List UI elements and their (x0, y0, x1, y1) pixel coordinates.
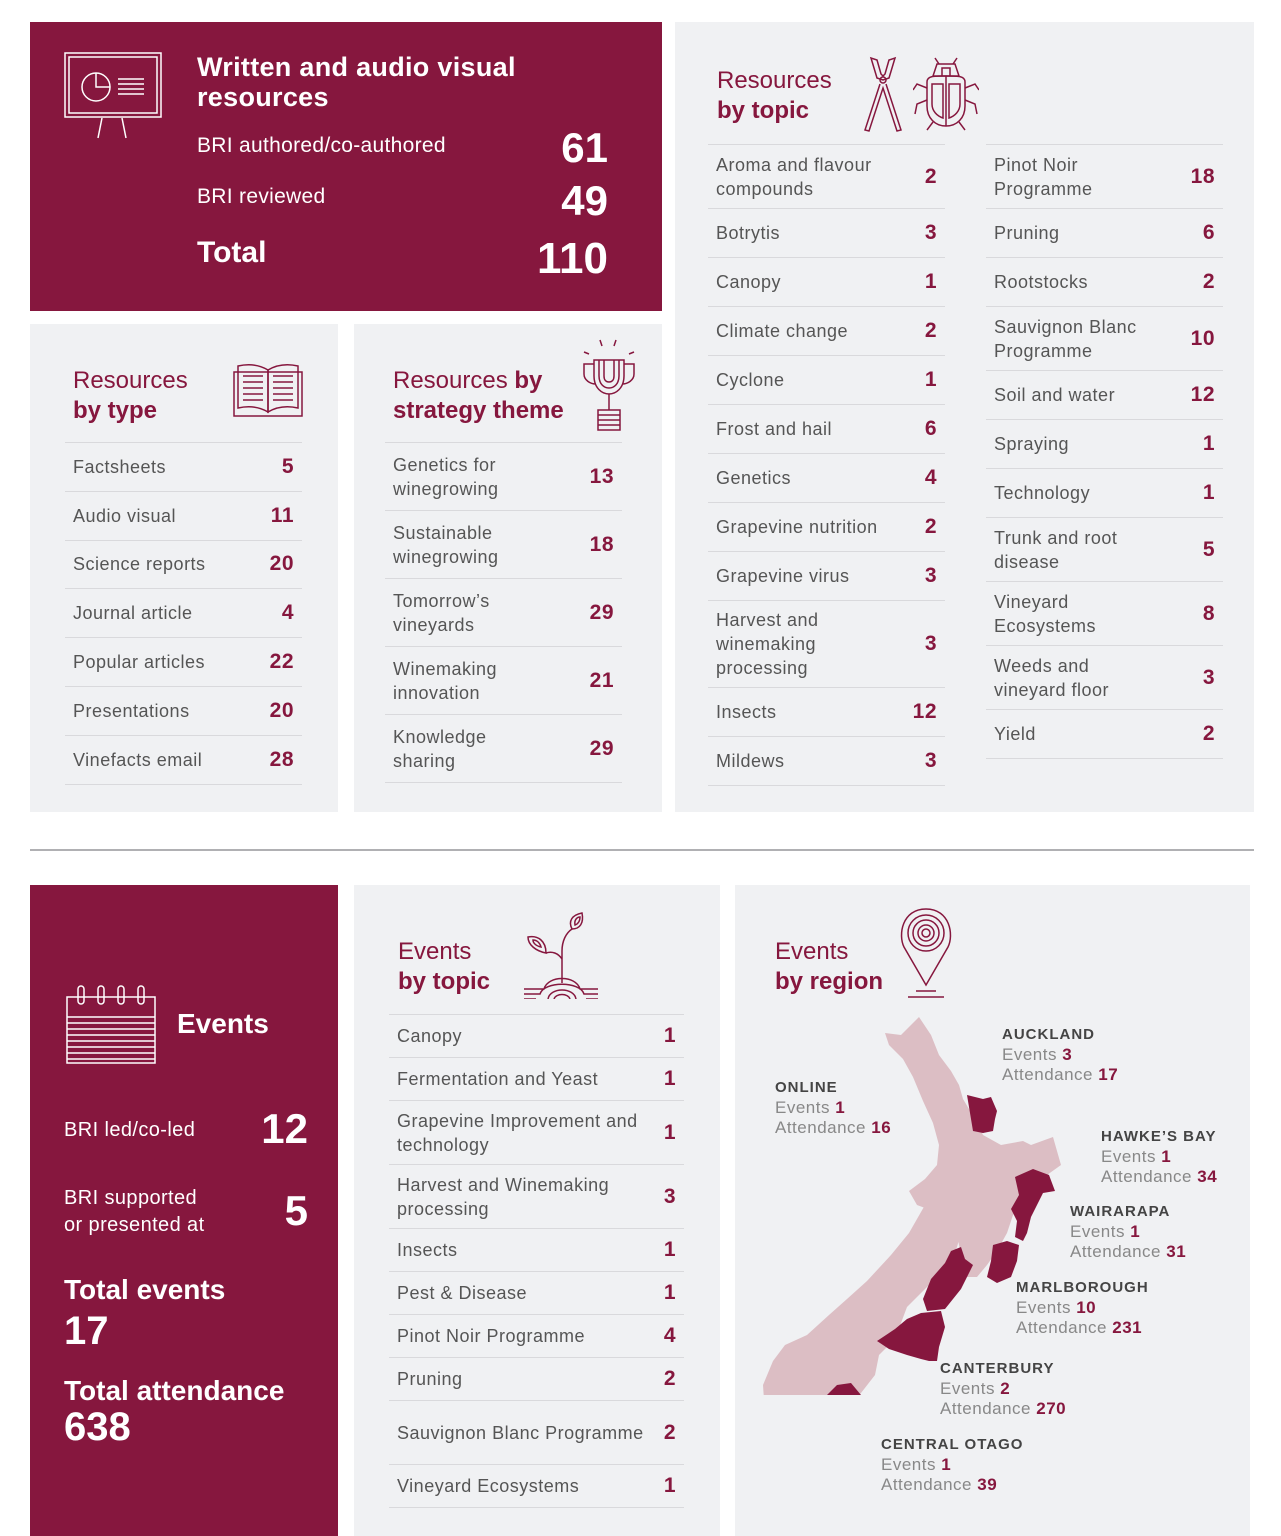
row-label: Soil and water (994, 385, 1116, 405)
type-row (65, 443, 302, 492)
region-name: CANTERBURY (940, 1360, 1055, 1377)
led-label: BRI led/co-led (64, 1119, 196, 1141)
event-topic-row (389, 1465, 684, 1508)
region-attendance: Attendance 17 (1002, 1065, 1119, 1084)
supported-label: BRI supported or presented at (64, 1187, 205, 1236)
row-value: 28 (269, 747, 294, 771)
region-name: HAWKE’S BAY (1101, 1128, 1217, 1145)
row-value: 1 (924, 270, 937, 293)
event-topic-row (389, 1229, 684, 1272)
row-label: Climate change (716, 321, 849, 341)
row-label: Fermentation and Yeast (397, 1069, 599, 1089)
row-label: Spraying (994, 434, 1070, 454)
resources-by-type-heading: Resources by type (73, 367, 188, 424)
row-value: 2 (1202, 270, 1215, 293)
events-by-topic-heading: Events by topic (398, 938, 491, 995)
row-value: 2 (924, 515, 937, 538)
topic-row (986, 307, 1223, 371)
topic-row (708, 552, 945, 601)
open-book-icon (233, 362, 303, 418)
region-attendance: Attendance 39 (881, 1475, 998, 1494)
row-value: 1 (663, 1281, 676, 1304)
row-value: 1 (663, 1120, 676, 1144)
type-row (65, 687, 302, 736)
row-label: Harvest and winemaking processing (716, 610, 819, 678)
region-name: ONLINE (775, 1079, 838, 1096)
type-row (65, 541, 302, 590)
events-by-region-heading: Events by region (775, 938, 884, 995)
led-value: 12 (261, 1105, 308, 1152)
region-label (940, 1359, 1066, 1419)
event-topic-row (389, 1058, 684, 1101)
reviewed-label: BRI reviewed (197, 185, 326, 208)
region-events: Events 1 (881, 1455, 952, 1474)
topic-row (986, 145, 1223, 209)
resources-by-topic-heading: Resources by topic (717, 67, 832, 124)
total-events-value: 17 (64, 1309, 109, 1353)
row-label: Factsheets (73, 456, 167, 477)
row-value: 3 (1202, 665, 1215, 689)
row-label: Pinot Noir Programme (994, 154, 1093, 199)
row-value: 4 (924, 466, 937, 489)
section-divider (30, 849, 1254, 851)
row-value: 13 (589, 464, 614, 488)
row-value: 3 (924, 749, 937, 772)
topic-row (708, 258, 945, 307)
row-value: 2 (663, 1420, 676, 1444)
resources-by-strategy-panel (354, 324, 662, 812)
row-label: Cyclone (716, 370, 785, 390)
row-label: Grapevine Improvement and technology (397, 1110, 638, 1155)
row-label: Vineyard Ecosystems (397, 1476, 580, 1496)
resources-by-topic-panel (675, 22, 1254, 812)
row-label: Science reports (73, 554, 206, 575)
event-topic-row (389, 1165, 684, 1229)
region-events: Events 10 (1016, 1298, 1097, 1317)
row-label: Yield (994, 724, 1036, 744)
row-label: Audio visual (73, 505, 177, 526)
row-value: 12 (1190, 383, 1215, 406)
row-value: 20 (269, 698, 294, 722)
topic-row (708, 737, 945, 786)
topic-row (986, 258, 1223, 307)
region-name: WAIRARAPA (1070, 1203, 1171, 1220)
row-value: 6 (924, 417, 937, 440)
region-attendance: Attendance 270 (940, 1399, 1067, 1418)
topic-list-right (986, 144, 1223, 759)
events-title: Events (177, 1008, 269, 1039)
row-label: Grapevine virus (716, 566, 850, 586)
resources-by-strategy-list (385, 442, 622, 783)
row-label: Frost and hail (716, 419, 833, 439)
region-events: Events 1 (1070, 1222, 1141, 1241)
topic-row (708, 356, 945, 405)
row-label: Pinot Noir Programme (397, 1326, 586, 1346)
topic-row (708, 145, 945, 209)
row-label: Technology (994, 483, 1091, 503)
region-label (1070, 1202, 1186, 1262)
row-label: Genetics (716, 468, 792, 488)
events-panel (30, 885, 338, 1536)
event-topic-row (389, 1358, 684, 1401)
strategy-row (385, 579, 622, 647)
region-attendance: Attendance 231 (1016, 1318, 1143, 1337)
strategy-row (385, 443, 622, 511)
topic-row (986, 646, 1223, 710)
topic-row (986, 209, 1223, 258)
row-label: Aroma and flavour compounds (716, 154, 872, 199)
row-label: Journal article (73, 603, 193, 624)
row-value: 3 (924, 221, 937, 244)
topic-row (708, 405, 945, 454)
row-label: Weeds and vineyard floor (994, 655, 1110, 700)
row-value: 21 (589, 668, 614, 692)
topic-row (708, 209, 945, 258)
row-value: 1 (1202, 481, 1215, 504)
row-value: 2 (924, 164, 937, 188)
region-label (1002, 1025, 1118, 1085)
row-label: Mildews (716, 751, 785, 771)
calendar-icon (66, 985, 156, 1065)
row-value: 5 (281, 454, 294, 478)
row-value: 18 (589, 532, 614, 556)
row-value: 1 (1202, 432, 1215, 455)
events-by-topic-list (389, 1014, 684, 1508)
region-events: Events 1 (775, 1098, 846, 1117)
pruning-shears-icon (863, 56, 903, 132)
total-events-label: Total events (64, 1274, 226, 1305)
row-value: 1 (663, 1024, 676, 1047)
strategy-row (385, 511, 622, 579)
row-label: Vinefacts email (73, 749, 203, 770)
row-label: Vineyard Ecosystems (994, 591, 1097, 636)
topic-row (986, 518, 1223, 582)
topic-row (708, 601, 945, 688)
type-row (65, 492, 302, 541)
row-value: 4 (663, 1324, 676, 1347)
region-events: Events 1 (1101, 1147, 1172, 1166)
written-resources-panel (30, 22, 662, 311)
topic-row (708, 503, 945, 552)
region-label (881, 1435, 1023, 1495)
row-value: 5 (1202, 537, 1215, 561)
row-value: 3 (663, 1184, 676, 1208)
authored-value: 61 (561, 124, 608, 171)
row-value: 1 (924, 368, 937, 391)
row-value: 3 (924, 564, 937, 587)
strategy-row (385, 715, 622, 783)
row-value: 2 (1202, 722, 1215, 745)
row-value: 1 (663, 1238, 676, 1261)
total-attendance-label: Total attendance (64, 1375, 285, 1406)
row-label: Trunk and root disease (994, 527, 1118, 572)
presentation-board-icon (64, 52, 162, 142)
row-value: 22 (269, 650, 294, 674)
topic-row (708, 454, 945, 503)
row-value: 18 (1190, 164, 1215, 188)
row-value: 20 (269, 552, 294, 576)
region-name: MARLBOROUGH (1016, 1279, 1149, 1296)
row-label: Sauvignon Blanc Programme (994, 316, 1137, 361)
type-row (65, 736, 302, 785)
row-value: 1 (663, 1067, 676, 1090)
row-label: Presentations (73, 700, 190, 721)
row-label: Insects (397, 1240, 458, 1260)
region-label (1016, 1278, 1149, 1338)
region-label (1101, 1127, 1217, 1187)
row-value: 1 (663, 1474, 676, 1497)
authored-label: BRI authored/co-authored (197, 134, 446, 157)
beetle-icon (913, 56, 979, 132)
total-attendance-value: 638 (64, 1405, 131, 1449)
type-row (65, 638, 302, 687)
events-by-topic-panel (354, 885, 720, 1536)
region-attendance: Attendance 16 (775, 1118, 892, 1137)
event-topic-row (389, 1315, 684, 1358)
row-label: Knowledge sharing (393, 726, 487, 771)
region-hawkes-bay (1011, 1169, 1055, 1241)
events-by-region-panel (735, 885, 1250, 1536)
event-topic-row (389, 1272, 684, 1315)
row-value: 8 (1202, 601, 1215, 625)
row-label: Harvest and Winemaking processing (397, 1174, 610, 1219)
total-value: 110 (537, 234, 608, 283)
row-value: 29 (589, 600, 614, 624)
event-topic-row (389, 1401, 684, 1465)
row-value: 11 (270, 503, 294, 527)
reviewed-value: 49 (561, 177, 608, 224)
event-topic-row (389, 1101, 684, 1165)
row-label: Pruning (994, 223, 1060, 243)
row-value: 12 (912, 700, 937, 723)
row-value: 2 (924, 319, 937, 342)
row-label: Genetics for winegrowing (393, 454, 499, 499)
topic-row (986, 582, 1223, 646)
topic-row (986, 469, 1223, 518)
row-label: Winemaking innovation (393, 658, 498, 703)
row-label: Rootstocks (994, 272, 1089, 292)
row-label: Popular articles (73, 652, 206, 673)
resources-by-strategy-heading: Resources by strategy theme (393, 367, 564, 424)
row-value: 10 (1190, 326, 1215, 350)
row-value: 2 (663, 1367, 676, 1390)
region-events: Events 3 (1002, 1045, 1073, 1064)
topic-row (708, 688, 945, 737)
row-value: 6 (1202, 221, 1215, 244)
region-label (775, 1078, 891, 1138)
topic-row (708, 307, 945, 356)
total-label: Total (197, 236, 267, 269)
trophy-icon (580, 338, 638, 432)
row-value: 4 (281, 601, 294, 625)
resources-by-type-panel (30, 324, 338, 812)
region-attendance: Attendance 31 (1070, 1242, 1187, 1261)
seedling-icon (524, 911, 598, 999)
map-pin-icon (898, 907, 954, 999)
supported-value: 5 (284, 1187, 308, 1234)
row-label: Sauvignon Blanc Programme (397, 1422, 644, 1443)
written-resources-title: Written and audio visual resources (197, 52, 516, 112)
topic-list-left (708, 144, 945, 786)
row-label: Insects (716, 702, 777, 722)
event-topic-row (389, 1015, 684, 1058)
row-label: Tomorrow’s vineyards (393, 590, 490, 635)
resources-by-type-list (65, 442, 302, 785)
type-row (65, 589, 302, 638)
topic-row (986, 420, 1223, 469)
row-label: Canopy (716, 272, 782, 292)
region-events: Events 2 (940, 1379, 1011, 1398)
topic-row (986, 710, 1223, 759)
region-name: CENTRAL OTAGO (881, 1436, 1024, 1453)
row-label: Canopy (397, 1026, 463, 1046)
region-name: AUCKLAND (1002, 1026, 1095, 1043)
row-value: 3 (924, 632, 937, 655)
row-label: Grapevine nutrition (716, 517, 878, 537)
row-value: 29 (589, 736, 614, 760)
strategy-row (385, 647, 622, 715)
row-label: Sustainable winegrowing (393, 522, 499, 567)
row-label: Pest & Disease (397, 1283, 528, 1303)
row-label: Pruning (397, 1369, 463, 1389)
region-attendance: Attendance 34 (1101, 1167, 1218, 1186)
row-label: Botrytis (716, 223, 781, 243)
topic-row (986, 371, 1223, 420)
